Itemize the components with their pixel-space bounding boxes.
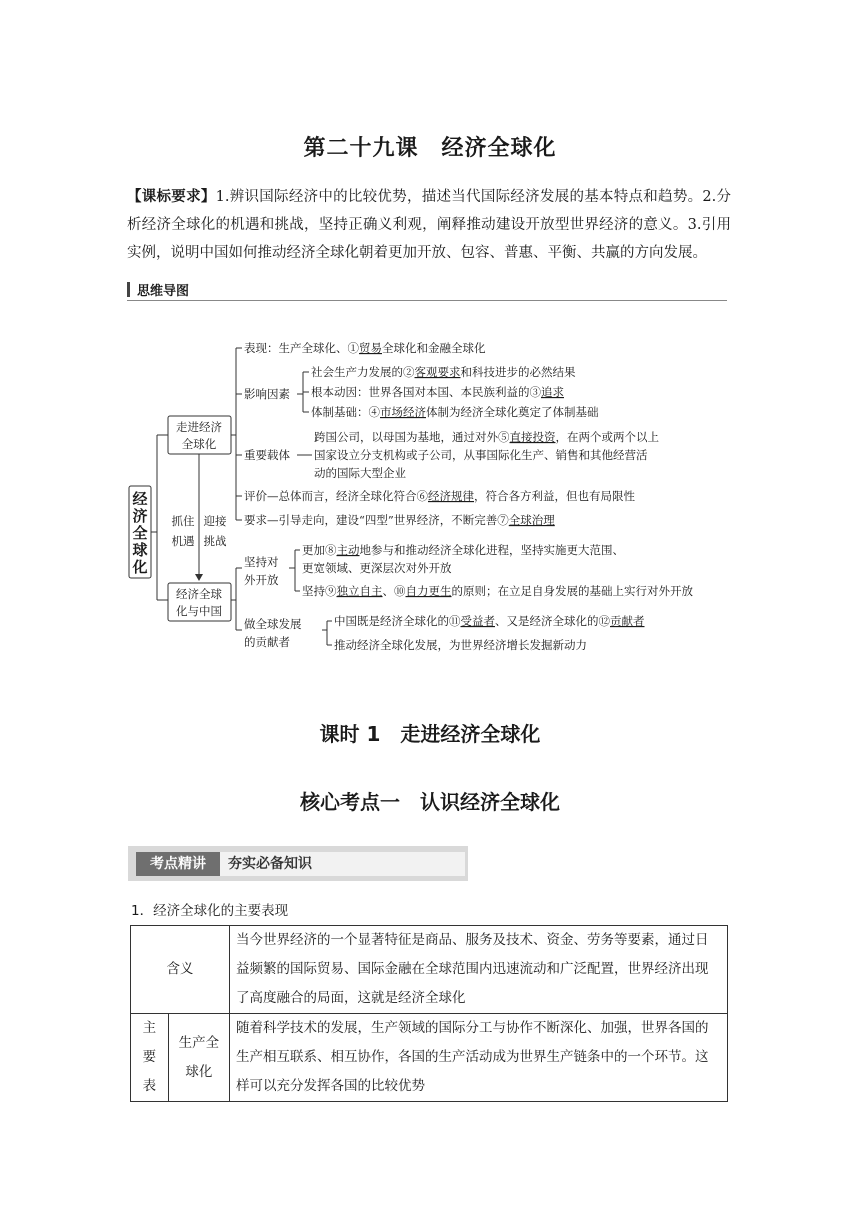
branch2-line1: 经济全球 — [176, 587, 222, 601]
mm-zt2: 国家设立分支机构或子公司，从事国际化生产、销售和其他经营活 — [314, 448, 648, 462]
mm-yingxiang-label: 影响因素 — [244, 387, 290, 401]
row-label-main: 主要表 — [131, 1014, 169, 1102]
banner-right-box — [220, 852, 465, 876]
mm-yx2: 根本动因：世界各国对本国、本民族利益的③追求 — [311, 385, 564, 399]
root-char: 济 — [132, 507, 148, 525]
lesson-subtitle: 课时 1 走进经济全球化 — [319, 722, 541, 746]
mm-ct2: 推动经济全球化发展，为世界经济增长发掘新动力 — [334, 638, 587, 652]
mm-zt1: 跨国公司，以母国为基地，通过对外⑤直接投资，在两个或两个以上 — [314, 430, 659, 444]
mm-op2: 更宽领域、更深层次对外开放 — [302, 561, 452, 575]
row-label-production: 生产全球化 — [168, 1014, 229, 1102]
requirements-tag: 【课标要求】 — [127, 189, 216, 205]
row-text-meaning: 当今世界经济的一个显著特征是商品、服务及技术、资金、劳务等要素，通过日益频繁的国际贸易、国际金融在全球范围内迅速流动和广泛配置，世界经济出现了高度融合的局面，这就是经济全球化 — [230, 926, 728, 1014]
mm-yx1: 社会生产力发展的②客观要求和科技进步的必然结果 — [311, 365, 576, 379]
mm-op1: 更加⑧主动地参与和推动经济全球化进程，坚持实施更大范围、 — [302, 543, 624, 557]
root-char: 化 — [132, 558, 148, 576]
link-left-2: 机遇 — [171, 534, 195, 548]
link-right-2: 挑战 — [203, 534, 227, 548]
mm-open-label-2: 外开放 — [244, 573, 279, 587]
section-heading: 1．经济全球化的主要表现 — [131, 903, 289, 919]
root-char: 球 — [132, 541, 148, 559]
table-row — [131, 1014, 728, 1102]
mm-open-label-1: 坚持对 — [244, 555, 279, 569]
lesson-main-title: 第二十九课 经济全球化 — [303, 136, 557, 161]
branch1-bracket — [231, 348, 236, 520]
root-char: 经 — [132, 490, 148, 508]
mm-zaiti-label: 重要载体 — [244, 448, 290, 462]
mm-contrib-label-2: 的贡献者 — [244, 635, 290, 649]
link-right-1: 迎接 — [203, 514, 227, 528]
banner-right-label: 夯实必备知识 — [228, 856, 312, 872]
key-point-banner — [128, 846, 468, 881]
link-left-1: 抓住 — [171, 514, 195, 528]
table-row — [131, 926, 728, 1014]
branch2-line2: 化与中国 — [176, 604, 222, 618]
root-label — [131, 490, 147, 576]
mm-zt3: 动的国际大型企业 — [314, 466, 406, 480]
mm-ct1: 中国既是经济全球化的⑪受益者、又是经济全球化的⑫贡献者 — [334, 614, 645, 628]
root-connector — [151, 435, 168, 600]
branch1-line1: 走进经济 — [176, 420, 222, 434]
globalization-table — [130, 925, 728, 1102]
core-point-title: 核心考点一 认识经济全球化 — [300, 790, 560, 814]
root-char: 全 — [132, 524, 148, 542]
mm-op3: 坚持⑨独立自主、⑩自力更生的原则；在立足自身发展的基础上实行对外开放 — [302, 584, 693, 598]
row-text-production: 随着科学技术的发展，生产领域的国际分工与协作不断深化、加强，世界各国的生产相互联系、相互协作，各国的生产活动成为世界生产链条中的一个环节。这样可以充分发挥各国的比较优势 — [230, 1014, 728, 1102]
requirements-text: 1.辨识国际经济中的比较优势，描述当代国际经济发展的基本特点和趋势。2.分析经济全球化的机遇和挑战，坚持正确义利观，阐释推动建设开放型世界经济的意义。3.引用实例，说明中国如何推动经济全球化朝着更加开放、包容、普惠、平衡、共赢的方向发展。 — [127, 189, 731, 261]
mind-map-heading-text: 思维导图 — [137, 284, 190, 299]
row-label-meaning: 含义 — [131, 926, 230, 1014]
mm-yaoqiu: 要求—引导走向，建设“四型”世界经济，不断完善⑦全球治理 — [244, 513, 555, 527]
mm-contrib-label-1: 做全球发展 — [244, 617, 302, 631]
mm-yx3: 体制基础：④市场经济体制为经济全球化奠定了体制基础 — [311, 405, 599, 419]
branch1-line2: 全球化 — [181, 437, 217, 451]
banner-left-label: 考点精讲 — [136, 852, 220, 876]
mm-biaoxian: 表现：生产全球化、①贸易全球化和金融全球化 — [244, 341, 486, 355]
mm-pingjia: 评价—总体而言，经济全球化符合⑥经济规律，符合各方利益，但也有局限性 — [244, 489, 635, 503]
